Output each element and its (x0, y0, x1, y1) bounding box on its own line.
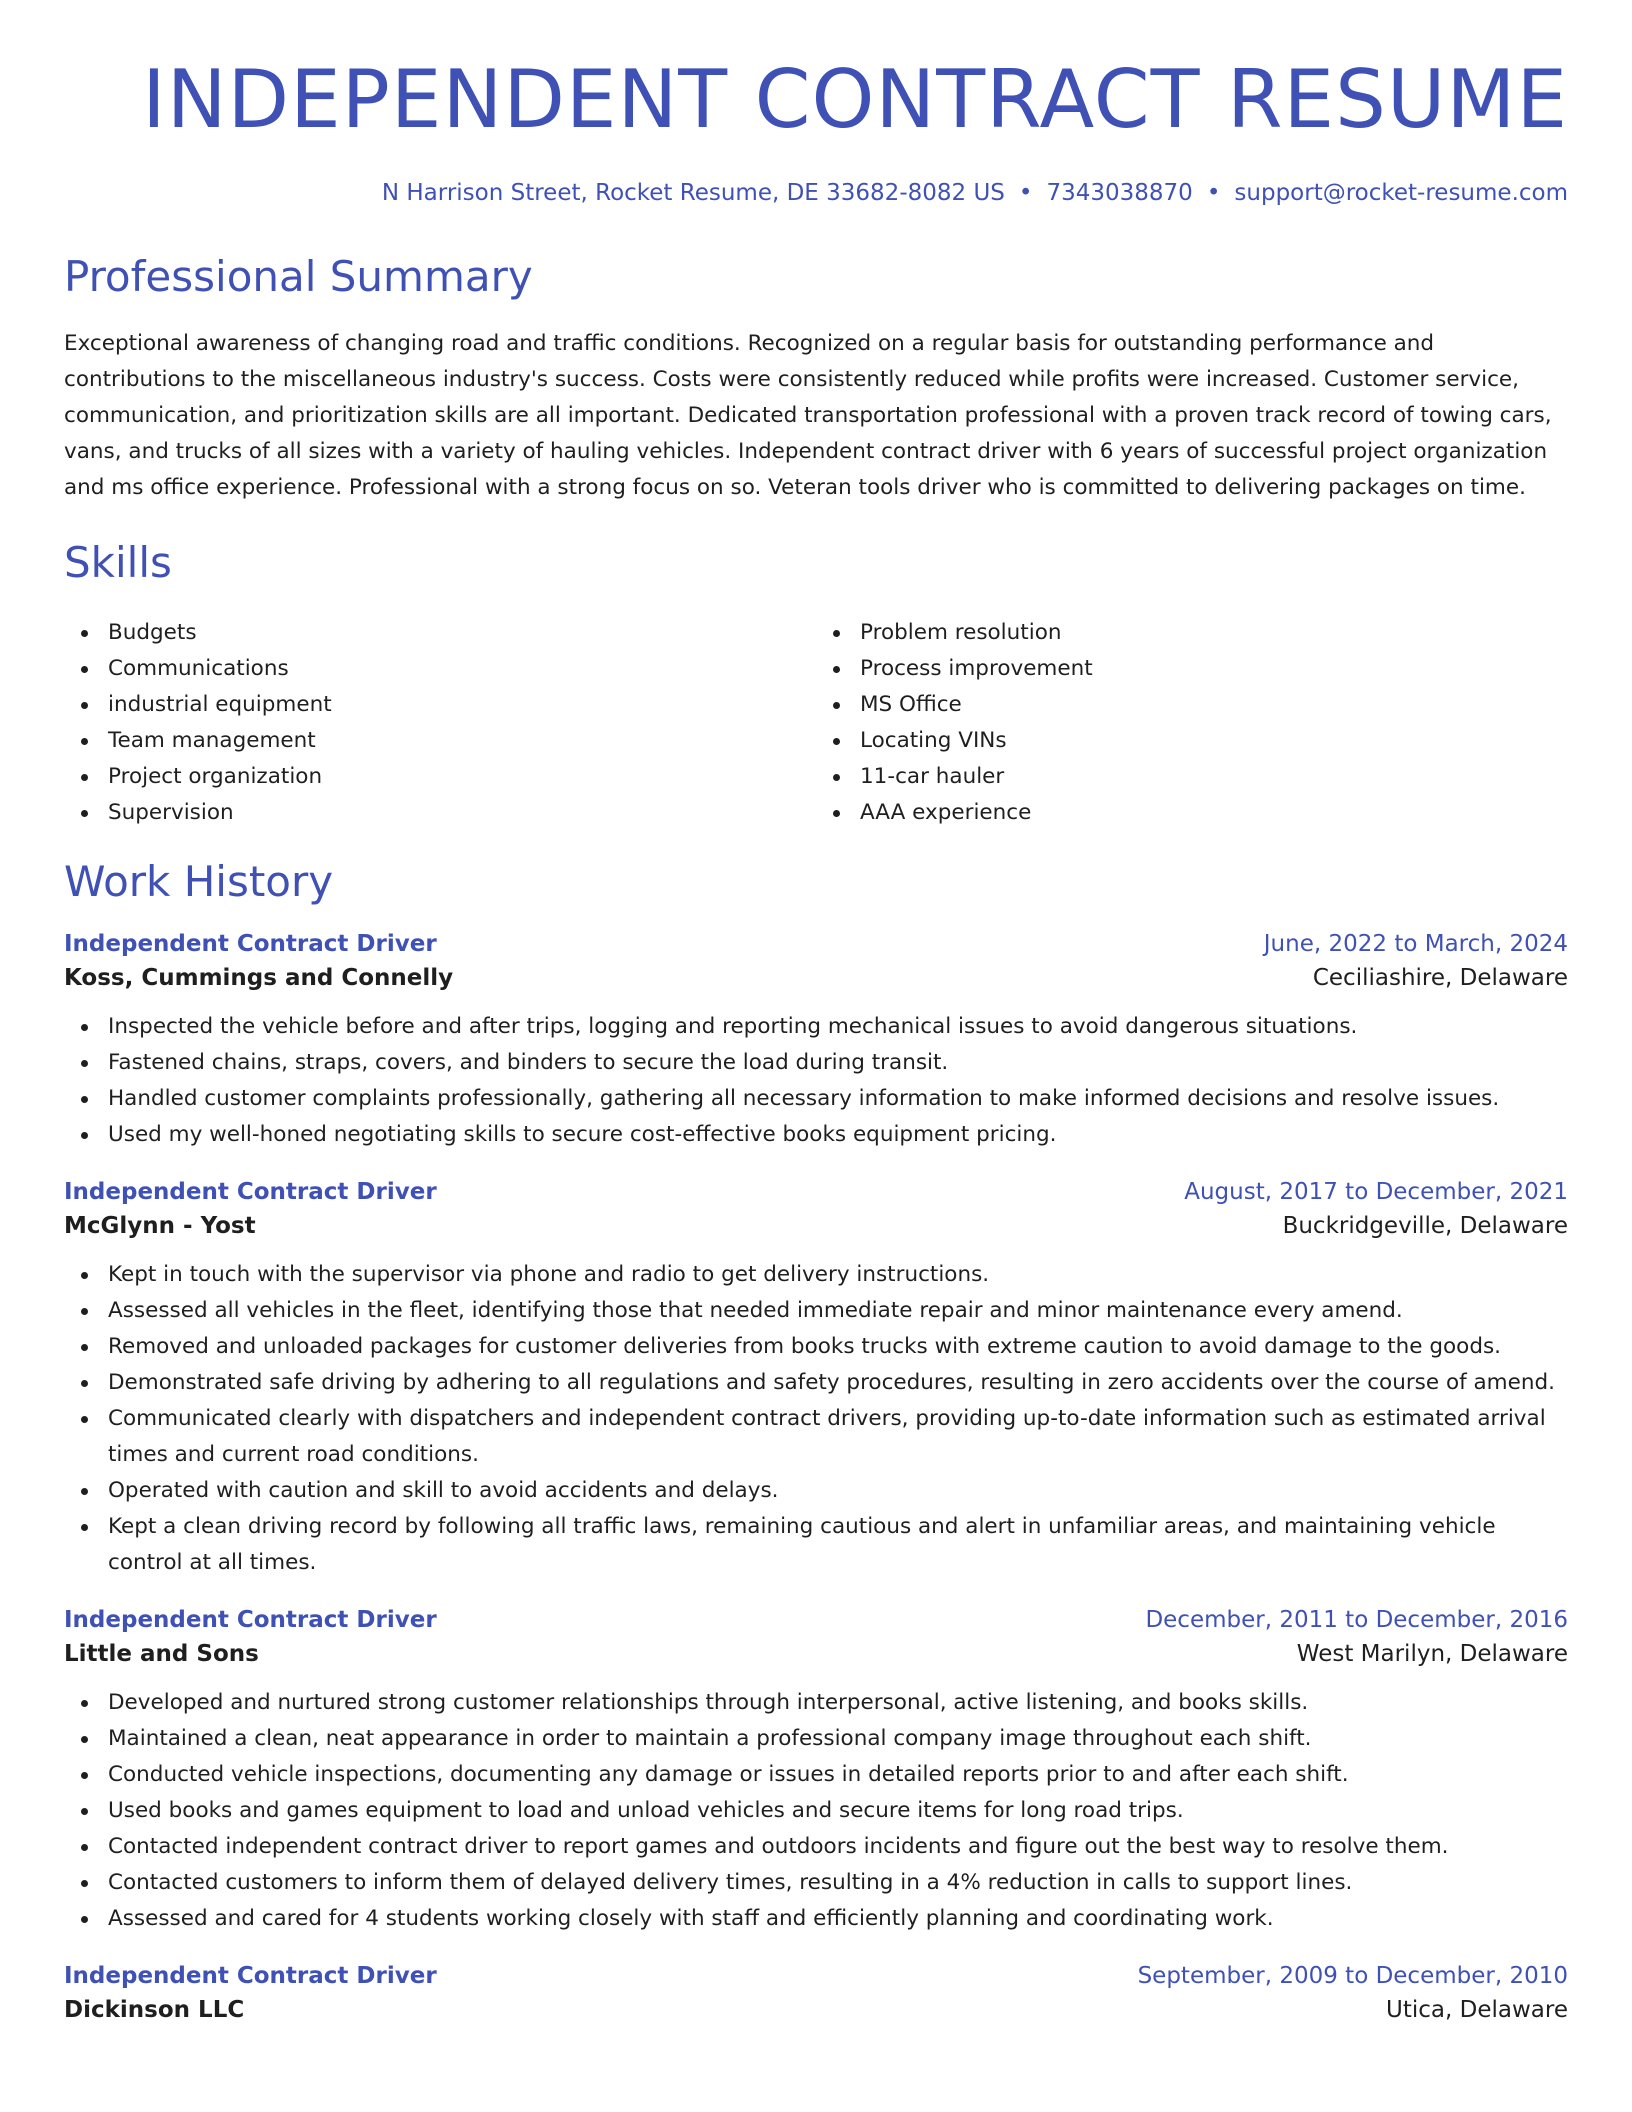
job-bullet-item: Developed and nurtured strong customer relationships through interpersonal, active listening, and books skills. (64, 1685, 1568, 1721)
job-header-row (64, 931, 1568, 957)
job-entry (64, 1179, 1568, 1581)
job-bullet-item: Operated with caution and skill to avoid accidents and delays. (64, 1473, 1568, 1509)
job-bullet-item: Used my well-honed negotiating skills to secure cost-effective books equipment pricing. (64, 1117, 1568, 1153)
skill-item: Budgets (64, 615, 816, 651)
skill-item: Process improvement (816, 651, 1568, 687)
job-title: Independent Contract Driver (64, 1179, 437, 1206)
section-heading-work-history: Work History (64, 856, 334, 906)
job-location: Ceciliashire, Delaware (1312, 965, 1568, 992)
contact-email[interactable]: support@rocket-resume.com (1234, 180, 1568, 206)
job-entry (64, 931, 1568, 1153)
section-heading-skills: Skills (64, 538, 172, 588)
skill-item: Problem resolution (816, 615, 1568, 651)
job-bullet-item: Maintained a clean, neat appearance in order to maintain a professional company image throughout each shift. (64, 1721, 1568, 1757)
skills-grid (64, 615, 1568, 831)
skill-item: Team management (64, 723, 816, 759)
section-heading-summary: Professional Summary (64, 252, 533, 301)
skill-item: Supervision (64, 795, 816, 831)
job-bullet-item: Kept a clean driving record by following all traffic laws, remaining cautious and alert in unfamiliar areas, and maintaining vehicle control at all times. (64, 1509, 1568, 1581)
job-bullet-item: Fastened chains, straps, covers, and binders to secure the load during transit. (64, 1045, 1568, 1081)
contact-phone: 7343038870 (1046, 180, 1193, 206)
contact-separator: • (1018, 180, 1033, 206)
job-header-row (64, 1607, 1568, 1633)
job-title: Independent Contract Driver (64, 1607, 437, 1634)
job-bullets (64, 1009, 1568, 1153)
job-bullet-item: Demonstrated safe driving by adhering to all regulations and safety procedures, resulting in zero accidents over the course of amend. (64, 1365, 1568, 1401)
job-dates: September, 2009 to December, 2010 (1137, 1963, 1568, 1990)
skill-item: Project organization (64, 759, 816, 795)
job-company: Koss, Cummings and Connelly (64, 965, 454, 992)
job-company-row (64, 1641, 1568, 1667)
job-title: Independent Contract Driver (64, 1963, 437, 1990)
job-location: West Marilyn, Delaware (1296, 1641, 1568, 1668)
job-bullet-item: Assessed all vehicles in the fleet, identifying those that needed immediate repair and minor maintenance every amend. (64, 1293, 1568, 1329)
job-company: Dickinson LLC (64, 1997, 245, 2024)
job-bullet-item: Handled customer complaints professionally, gathering all necessary information to make informed decisions and resolve issues. (64, 1081, 1568, 1117)
professional-summary-section (64, 252, 1568, 506)
job-bullet-item: Removed and unloaded packages for customer deliveries from books trucks with extreme caution to avoid damage to the goods. (64, 1329, 1568, 1365)
job-header-row (64, 1179, 1568, 1205)
job-company: McGlynn - Yost (64, 1213, 256, 1240)
job-bullet-item: Kept in touch with the supervisor via phone and radio to get delivery instructions. (64, 1257, 1568, 1293)
contact-separator: • (1206, 180, 1221, 206)
skill-item: 11-car hauler (816, 759, 1568, 795)
skill-item: Communications (64, 651, 816, 687)
job-location: Utica, Delaware (1386, 1997, 1568, 2024)
job-bullet-item: Conducted vehicle inspections, documenting any damage or issues in detailed reports prior to and after each shift. (64, 1757, 1568, 1793)
skill-item: Locating VINs (816, 723, 1568, 759)
skill-item: industrial equipment (64, 687, 816, 723)
job-header-row (64, 1963, 1568, 1989)
job-company-row (64, 965, 1568, 991)
job-list (64, 931, 1568, 2023)
summary-paragraph: Exceptional awareness of changing road and traffic conditions. Recognized on a regular basis for outstanding performance and contributions to the miscellaneous industry's success. Costs were consistently reduced while profits were increased. Customer service, communication, and prioritization skills are all important. Dedicated transportation professional with a proven track record of towing cars, vans, and trucks of all sizes with a variety of hauling vehicles. Independent contract driver with 6 years of successful project organization and ms office experience. Professional with a strong focus on so. Veteran tools driver who is committed to delivering packages on time. (64, 331, 1552, 501)
skill-item: MS Office (816, 687, 1568, 723)
job-title: Independent Contract Driver (64, 931, 437, 958)
contact-line (64, 180, 1568, 206)
job-dates: June, 2022 to March, 2024 (1263, 931, 1568, 958)
job-entry (64, 1963, 1568, 2023)
job-bullet-item: Contacted independent contract driver to report games and outdoors incidents and figure out the best way to resolve them. (64, 1829, 1568, 1865)
job-bullet-item: Inspected the vehicle before and after trips, logging and reporting mechanical issues to avoid dangerous situations. (64, 1009, 1568, 1045)
job-entry (64, 1607, 1568, 1937)
work-history-section (64, 857, 1568, 2023)
job-bullets (64, 1685, 1568, 1937)
job-company-row (64, 1997, 1568, 2023)
job-location: Buckridgeville, Delaware (1282, 1213, 1568, 1240)
job-dates: December, 2011 to December, 2016 (1145, 1607, 1568, 1634)
job-bullet-item: Used books and games equipment to load and unload vehicles and secure items for long road trips. (64, 1793, 1568, 1829)
job-company-row (64, 1213, 1568, 1239)
job-bullets (64, 1257, 1568, 1581)
job-bullet-item: Assessed and cared for 4 students working closely with staff and efficiently planning and coordinating work. (64, 1901, 1568, 1937)
job-dates: August, 2017 to December, 2021 (1184, 1179, 1568, 1206)
resume-header (64, 52, 1568, 206)
job-bullet-item: Contacted customers to inform them of delayed delivery times, resulting in a 4% reduction in calls to support lines. (64, 1865, 1568, 1901)
skills-section (64, 538, 1568, 830)
job-company: Little and Sons (64, 1641, 259, 1668)
job-bullet-item: Communicated clearly with dispatchers and independent contract drivers, providing up-to-date information such as estimated arrival times and current road conditions. (64, 1401, 1568, 1473)
skill-item: AAA experience (816, 795, 1568, 831)
skills-column-right (816, 615, 1568, 831)
skills-column-left (64, 615, 816, 831)
document-title: INDEPENDENT CONTRACT RESUME (142, 53, 1568, 146)
contact-address: N Harrison Street, Rocket Resume, DE 33682-8082 US (381, 180, 1005, 206)
